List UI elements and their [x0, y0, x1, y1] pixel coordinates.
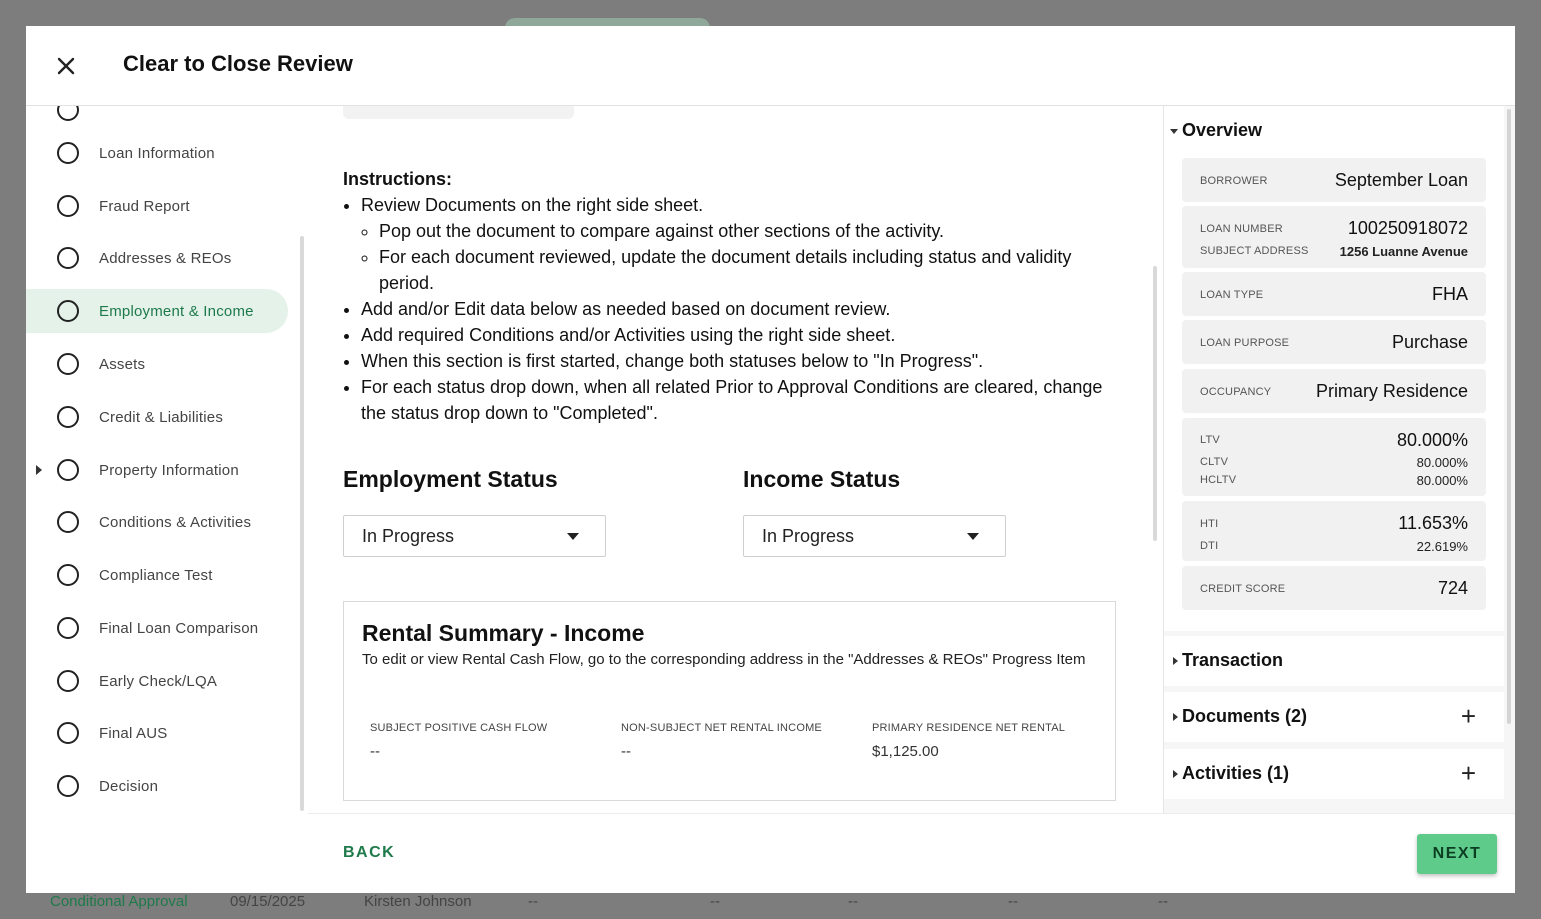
- subject-positive-cash-flow: [370, 722, 547, 760]
- instruction-text: Review Documents on the right side sheet.: [361, 195, 704, 215]
- ltv-label: LTV: [1200, 434, 1220, 446]
- hti-value: 11.653%: [1398, 513, 1468, 533]
- status-circle-icon: [57, 511, 79, 533]
- primary-residence-net-rental: [872, 722, 1065, 760]
- dropdown-arrow-icon: [967, 533, 979, 540]
- nav-item-decision[interactable]: [26, 764, 288, 808]
- nav-item-conditions-activities[interactable]: [26, 500, 288, 544]
- employment-status-block: [343, 466, 606, 546]
- add-activity-plus-icon[interactable]: +: [1460, 758, 1476, 788]
- dti-value: 22.619%: [1416, 539, 1468, 554]
- nav-item-label: Final Loan Comparison: [99, 619, 259, 637]
- bg-cell-name: Kirsten Johnson: [364, 893, 472, 910]
- status-circle-icon: [57, 617, 79, 639]
- nav-item-fraud-report[interactable]: [26, 184, 288, 228]
- borrower-label: BORROWER: [1200, 175, 1268, 187]
- dropdown-arrow-icon: [567, 533, 579, 540]
- loan-purpose-value: Purchase: [1391, 332, 1468, 352]
- cltv-value: 80.000%: [1416, 455, 1468, 470]
- field-value: $1,125.00: [872, 743, 939, 760]
- loan-type-card: [1182, 272, 1486, 316]
- income-status-select[interactable]: [743, 515, 1006, 557]
- instruction-item: • Add required Conditions and/or Activities using the right side sheet.: [361, 322, 1103, 348]
- nav-item-label: Employment & Income: [99, 302, 254, 320]
- hcltv-value: 80.000%: [1416, 473, 1468, 488]
- overview-section: [1164, 106, 1504, 631]
- overview-title: Overview: [1182, 120, 1263, 140]
- status-circle-icon: [57, 247, 79, 269]
- status-circle-icon: [57, 195, 79, 217]
- income-status-block: [743, 466, 1006, 546]
- status-circle-icon: [57, 406, 79, 428]
- field-value: --: [370, 743, 380, 760]
- rental-summary-title: Rental Summary - Income: [362, 620, 645, 646]
- loan-purpose-card: [1182, 320, 1486, 364]
- employment-status-select[interactable]: [343, 515, 606, 557]
- credit-score-value: 724: [1437, 578, 1468, 598]
- nav-item-early-check-lqa[interactable]: [26, 659, 288, 703]
- dti-label: DTI: [1200, 540, 1219, 552]
- instructions-title: Instructions:: [343, 169, 453, 189]
- loan-number-card: [1182, 206, 1486, 268]
- status-circle-icon: [57, 300, 79, 322]
- employment-status-value: In Progress: [362, 526, 455, 546]
- nav-item-label: Addresses & REOs: [99, 249, 232, 267]
- field-label: SUBJECT POSITIVE CASH FLOW: [370, 722, 548, 734]
- transaction-header[interactable]: [1164, 636, 1504, 686]
- cltv-label: CLTV: [1200, 456, 1229, 468]
- hti-card: [1182, 501, 1486, 561]
- progress-nav: [26, 106, 308, 813]
- next-button[interactable]: NEXT: [1417, 834, 1497, 874]
- status-circle-icon: [57, 459, 79, 481]
- borrower-value: September Loan: [1334, 170, 1468, 190]
- status-circle-icon: [57, 564, 79, 586]
- nav-item-label: Loan Information: [99, 144, 215, 162]
- subject-address-label: SUBJECT ADDRESS: [1200, 245, 1309, 257]
- instruction-sublist: [361, 218, 1103, 296]
- expand-caret-icon[interactable]: [36, 465, 42, 475]
- main-scrollbar[interactable]: [1153, 266, 1157, 541]
- instruction-item: • For each status drop down, when all related Prior to Approval Conditions are cleared, change the status drop down to "Completed".: [361, 374, 1103, 426]
- instruction-subitem: ◦ For each document reviewed, update the document details including status and validity period.: [379, 244, 1103, 296]
- income-status-value: In Progress: [762, 526, 855, 546]
- nav-item-addresses-reos[interactable]: [26, 236, 288, 280]
- credit-score-label: CREDIT SCORE: [1200, 583, 1286, 595]
- status-circle-icon: [57, 722, 79, 744]
- field-label: NON-SUBJECT NET RENTAL INCOME: [621, 722, 822, 734]
- hcltv-label: HCLTV: [1200, 474, 1237, 486]
- credit-score-card: [1182, 566, 1486, 610]
- status-circle-icon: [57, 106, 79, 121]
- right-side-sheet: [1163, 106, 1515, 813]
- loan-type-label: LOAN TYPE: [1200, 289, 1264, 301]
- nav-item-label: Property Information: [99, 461, 239, 479]
- close-button[interactable]: [52, 52, 80, 80]
- transaction-title: Transaction: [1182, 650, 1284, 670]
- bg-cell-status: Conditional Approval: [50, 893, 188, 910]
- status-circle-icon: [57, 353, 79, 375]
- loan-purpose-label: LOAN PURPOSE: [1200, 337, 1290, 349]
- status-circle-icon: [57, 142, 79, 164]
- field-value: --: [621, 743, 631, 760]
- nav-item-employment-income[interactable]: [26, 289, 288, 333]
- loan-type-value: FHA: [1432, 284, 1468, 304]
- occupancy-value: Primary Residence: [1315, 381, 1468, 401]
- bg-cell: --: [1158, 893, 1168, 910]
- loan-number-label: LOAN NUMBER: [1200, 223, 1283, 235]
- expand-triangle-icon: [1173, 770, 1178, 778]
- employment-status-label: Employment Status: [343, 466, 558, 492]
- modal-footer: [308, 813, 1515, 893]
- nav-item-property-information[interactable]: [26, 448, 288, 492]
- activities-title: Activities (1): [1182, 763, 1290, 783]
- bg-cell: --: [848, 893, 858, 910]
- nav-item-label: Early Check/LQA: [99, 672, 218, 690]
- instruction-subitem: ◦ Pop out the document to compare against other sections of the activity.: [379, 218, 1103, 244]
- modal-header: [26, 26, 1515, 106]
- activities-header[interactable]: [1164, 749, 1504, 799]
- nav-item-loan-information[interactable]: [26, 131, 288, 175]
- documents-header[interactable]: [1164, 692, 1504, 742]
- bg-cell-date: 09/15/2025: [230, 893, 306, 910]
- nav-item-credit-liabilities[interactable]: [26, 395, 288, 439]
- status-circle-icon: [57, 775, 79, 797]
- bg-cell: --: [710, 893, 720, 910]
- side-sheet-scrollbar[interactable]: [1507, 109, 1511, 724]
- expand-triangle-icon: [1173, 657, 1178, 665]
- instruction-item: [361, 192, 1103, 296]
- subject-address-value: 1256 Luanne Avenue: [1339, 244, 1468, 259]
- occupancy-card: [1182, 369, 1486, 413]
- ltv-card: [1182, 418, 1486, 496]
- nav-item-label: Conditions & Activities: [99, 513, 252, 531]
- main-content: [308, 106, 1163, 813]
- rental-summary-description: To edit or view Rental Cash Flow, go to the corresponding address in the "Addresses & REOs" Progress Item: [362, 651, 1086, 668]
- clear-to-close-modal: [26, 26, 1515, 893]
- back-button[interactable]: BACK: [343, 844, 396, 861]
- expand-triangle-icon: [1173, 713, 1178, 721]
- borrower-card: [1182, 158, 1486, 202]
- loan-number-value: 100250918072: [1347, 218, 1468, 238]
- income-status-label: Income Status: [743, 466, 901, 492]
- rental-summary-card: [343, 601, 1116, 801]
- documents-title: Documents (2): [1182, 706, 1308, 726]
- status-circle-icon: [57, 670, 79, 692]
- nav-item-partial[interactable]: [26, 106, 288, 132]
- nav-item-assets[interactable]: [26, 342, 288, 386]
- instruction-item: • Add and/or Edit data below as needed based on document review.: [361, 296, 1103, 322]
- nav-item-label: Assets: [99, 355, 146, 373]
- nav-item-compliance-test[interactable]: [26, 553, 288, 597]
- ltv-value: 80.000%: [1396, 430, 1468, 450]
- nav-item-label: Final AUS: [99, 724, 168, 742]
- nav-item-label: Credit & Liabilities: [99, 408, 224, 426]
- modal-title: Clear to Close Review: [123, 51, 353, 76]
- instruction-item: • When this section is first started, change both statuses below to "In Progress".: [361, 348, 1103, 374]
- nav-item-label: Decision: [99, 777, 159, 795]
- collapse-triangle-icon: [1170, 129, 1178, 134]
- field-label: PRIMARY RESIDENCE NET RENTAL: [872, 722, 1066, 734]
- add-document-plus-icon[interactable]: +: [1460, 701, 1476, 731]
- nav-item-label: Fraud Report: [99, 197, 190, 215]
- instructions: [343, 166, 1103, 426]
- nav-item-final-loan-comparison[interactable]: [26, 606, 288, 650]
- close-icon: [52, 52, 80, 80]
- nav-item-final-aus[interactable]: [26, 711, 288, 755]
- non-subject-net-rental-income: [621, 722, 822, 760]
- bg-cell: --: [528, 893, 538, 910]
- instructions-list: [343, 192, 1103, 426]
- hti-label: HTI: [1200, 518, 1219, 530]
- overview-header[interactable]: [1164, 106, 1504, 156]
- top-field-stub: [343, 106, 574, 119]
- bg-cell: --: [1008, 893, 1018, 910]
- nav-item-label: Compliance Test: [99, 566, 213, 584]
- nav-scrollbar[interactable]: [300, 236, 304, 811]
- occupancy-label: OCCUPANCY: [1200, 386, 1272, 398]
